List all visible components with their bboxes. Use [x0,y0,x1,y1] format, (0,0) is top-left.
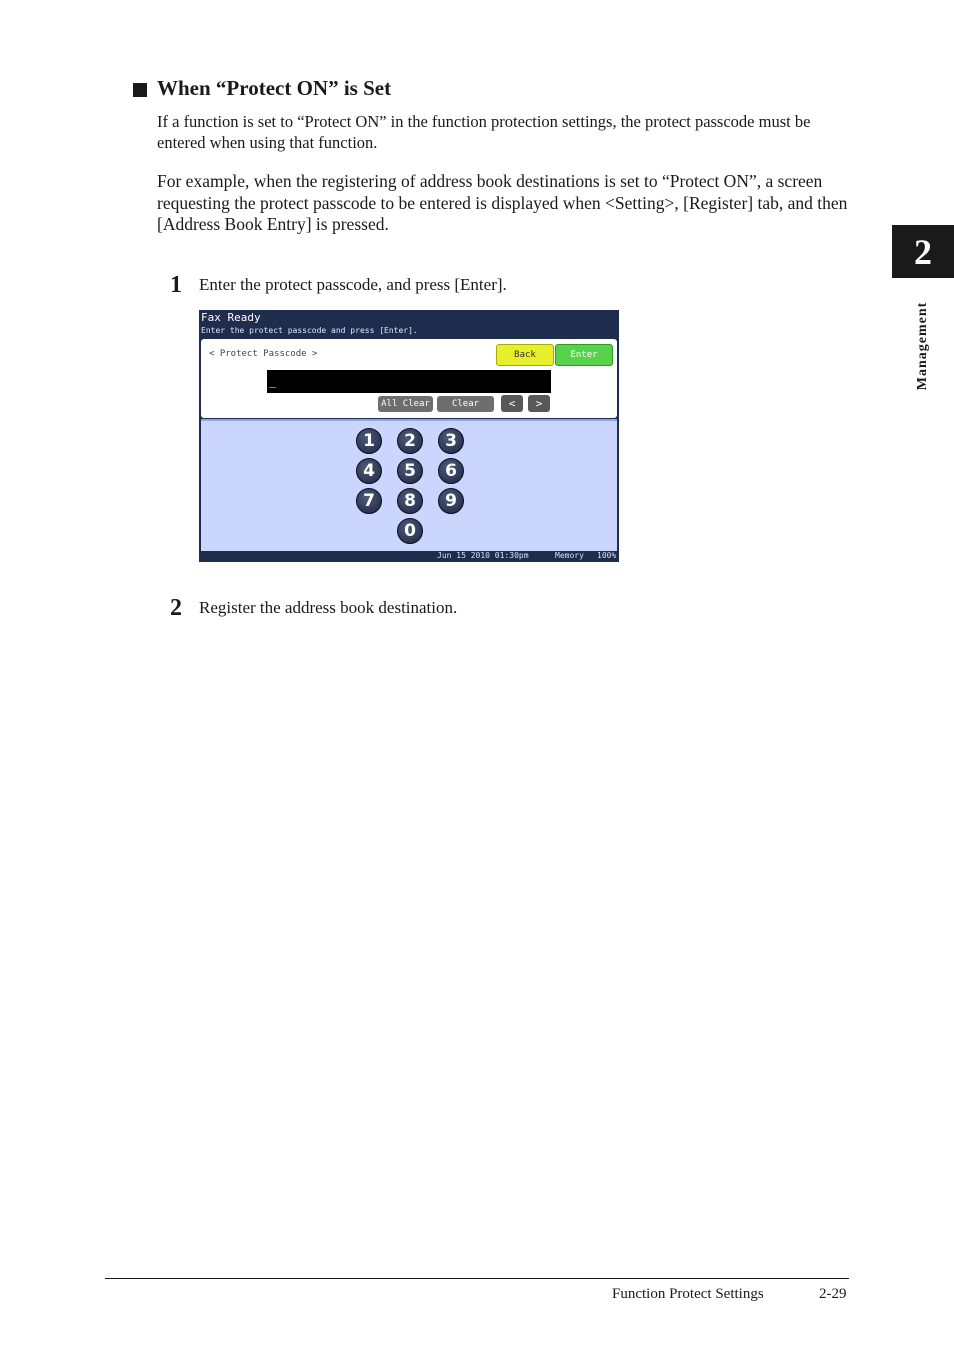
intro-paragraph: If a function is set to “Protect ON” in the function protection settings, the protect passcode must be entered when using that function. [157,112,811,152]
cursor-left-button[interactable] [501,395,523,412]
key-4[interactable]: 4 [356,458,382,484]
screen-message: Enter the protect passcode and press [Enter]. [201,326,418,335]
key-8[interactable]: 8 [397,488,423,514]
chapter-tab: 2 [892,225,954,278]
status-percent: 100% [597,551,617,560]
enter-button[interactable]: Enter [555,344,613,366]
footer-page-number: 2-29 [819,1286,847,1302]
key-0[interactable]: 0 [397,518,423,544]
device-screenshot [199,310,619,562]
passcode-panel [201,339,617,418]
passcode-input[interactable]: _ [267,370,551,393]
status-date: Jun 15 2010 01:30pm [437,551,529,560]
footer-divider [105,1278,849,1279]
status-memory: Memory [555,551,584,560]
footer-section: Function Protect Settings [612,1286,764,1302]
all-clear-button[interactable]: All Clear [378,396,433,412]
step-2-text: Register the address book destination. [199,598,458,617]
key-6[interactable]: 6 [438,458,464,484]
step-1-number: 1 [170,272,182,298]
heading-bullet-icon [133,83,147,97]
key-1[interactable]: 1 [356,428,382,454]
section-heading: When “Protect ON” is Set [157,76,392,100]
example-paragraph: For example, when the registering of address book destinations is set to “Protect ON”, a screen requesting the protect passcode to be entered is displayed when <Setting>, [Register] tab, and then [Address Book Entry] is pressed. [157,171,848,234]
chevron-left-icon: < [508,397,516,410]
passcode-label: < Protect Passcode > [209,349,318,359]
key-7[interactable]: 7 [356,488,382,514]
chapter-label: Management [915,301,930,391]
key-9[interactable]: 9 [438,488,464,514]
keypad-area [201,419,617,551]
step-2-number: 2 [170,595,182,621]
cursor-right-button[interactable] [528,395,550,412]
key-5[interactable]: 5 [397,458,423,484]
back-button[interactable]: Back [496,344,554,366]
key-3[interactable]: 3 [438,428,464,454]
screen-title: Fax Ready [201,311,261,324]
chevron-right-icon: > [535,397,543,410]
step-1-text: Enter the protect passcode, and press [Enter]. [199,275,507,294]
status-bar [199,550,619,562]
clear-button[interactable]: Clear [437,396,494,412]
key-2[interactable]: 2 [397,428,423,454]
